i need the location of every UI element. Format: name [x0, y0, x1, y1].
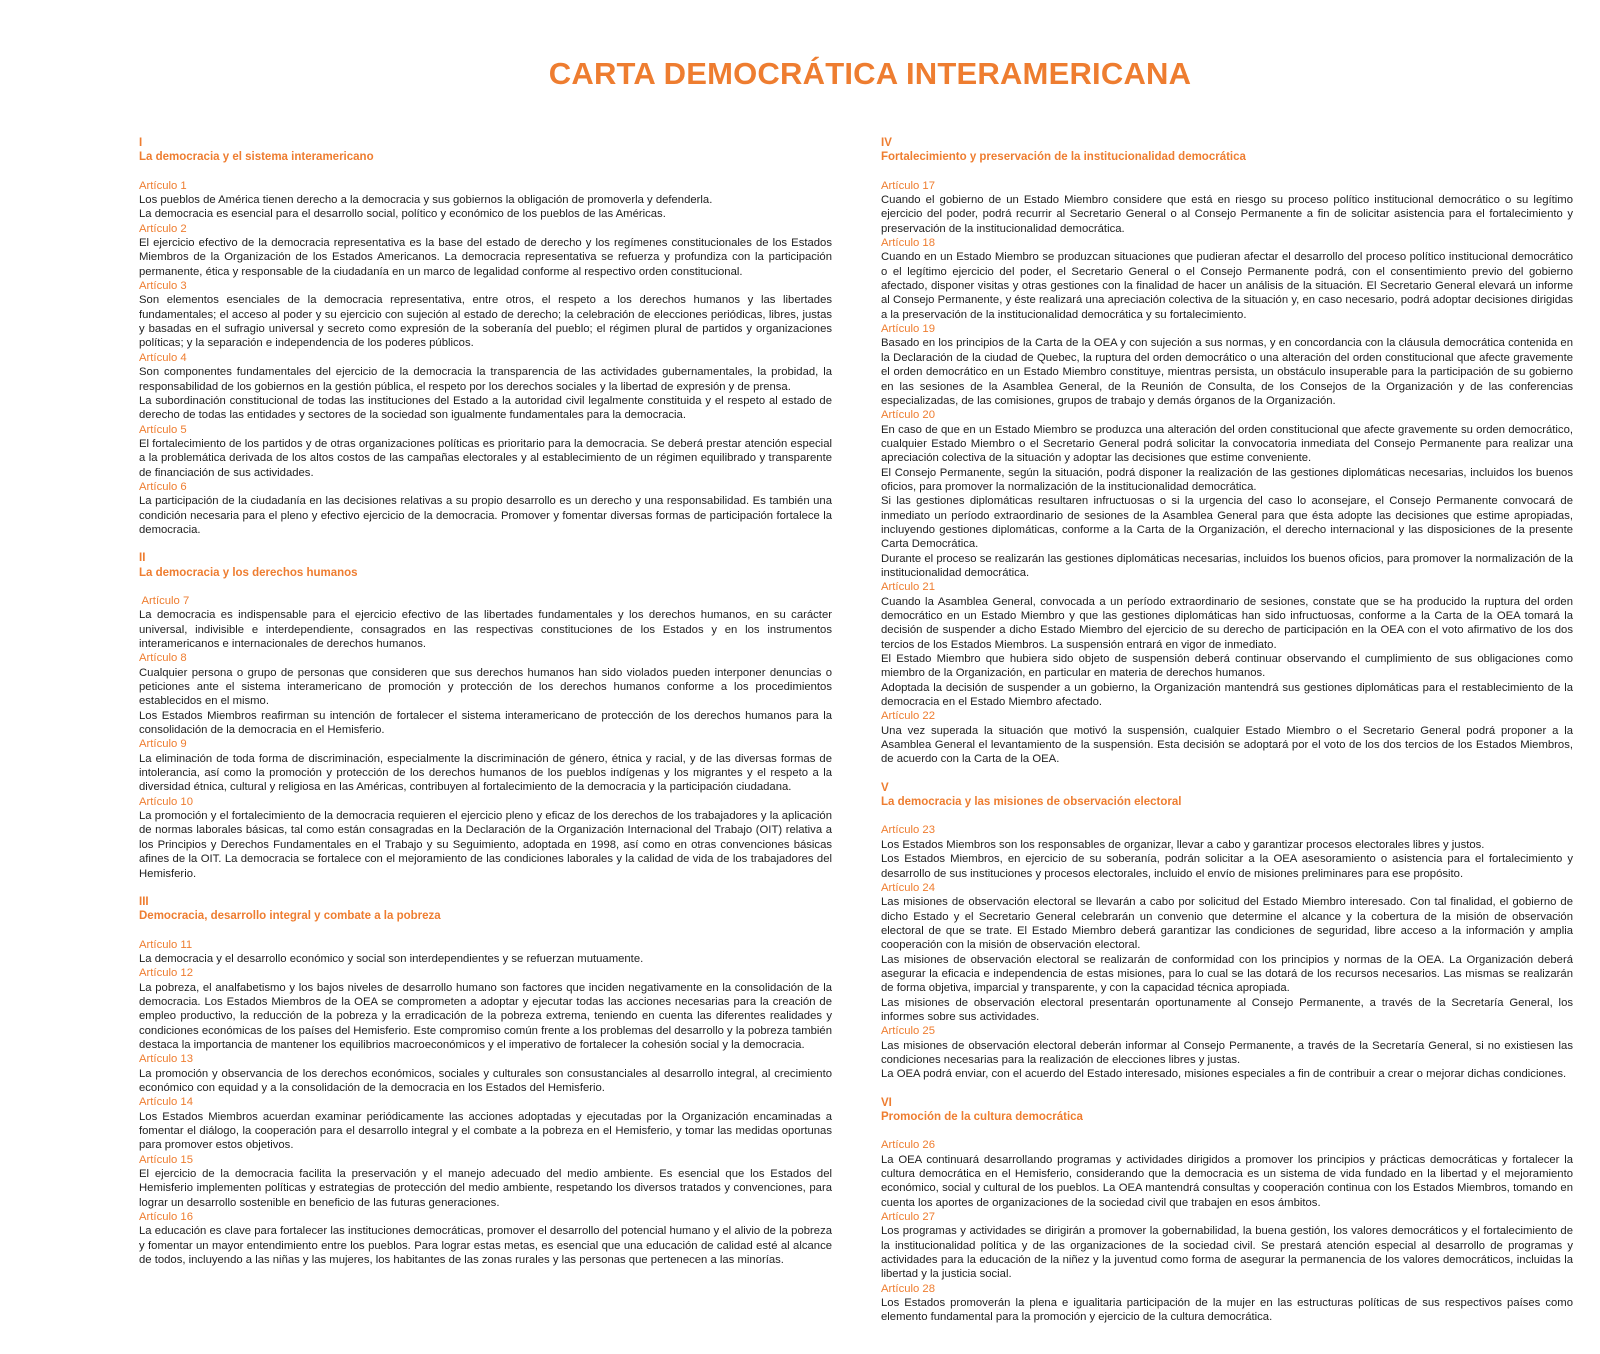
chapter-section — [139, 551, 832, 881]
article-paragraph: Una vez superada la situación que motivó la suspensión, cualquier Estado Miembro o el Secretario General podrá proponer a la Asamblea General el levantamiento de la suspensión. Esta decisión se adoptará por el voto de los dos tercios de los Estados Miembros, de acuerdo con la Carta de la OEA. — [881, 724, 1573, 766]
article — [139, 222, 832, 279]
article — [139, 651, 832, 737]
article-paragraph: La democracia es esencial para el desarrollo social, político y económico de los pueblos de las Américas. — [139, 208, 666, 221]
article — [881, 881, 1573, 1024]
article-label: Artículo 1 — [139, 179, 187, 192]
article — [139, 423, 832, 480]
article-paragraph: Si las gestiones diplomáticas resultaren infructuosas o si la urgencia del caso lo aconsejare, el Consejo Permanente convocará de inmediato un período extraordinario de sesiones de la Asamblea General para que ésta adopte las decisiones que estime apropiadas, incluyendo gestiones diplomáticas, conforme a la Carta de la Organización, el derecho internacional y las disposiciones de la presente Carta Democrática. — [881, 495, 1573, 551]
article-paragraph: La OEA podrá enviar, con el acuerdo del Estado interesado, misiones especiales a fin de contribuir a crear o mejorar dichas condiciones. — [881, 1068, 1567, 1081]
article-label: Artículo 9 — [139, 738, 187, 751]
article — [881, 1024, 1573, 1081]
article-label: Artículo 26 — [881, 1139, 936, 1152]
article — [139, 938, 832, 967]
article-paragraph: El ejercicio de la democracia facilita la preservación y el manejo adecuado del medio ambiente. Es esencial que los Estados del Hemisferio implementen políticas y estrategias de protección del medio ambiente, respetando los diversos tratados y convenciones, para lograr un desarrollo sostenible en beneficio de las futuras generaciones. — [139, 1168, 832, 1209]
article-paragraph: Cuando en un Estado Miembro se produzcan situaciones que pudieran afectar el desarrollo del proceso político institucional democrático o el legítimo ejercicio del poder, el Secretario General o el Consejo Permanente podrá, con el consentimiento previo del gobierno afectado, disponer visitas y otras gestiones con la finalidad de hacer un análisis de la situación. El Secretario General elevará un informe al Consejo Permanente, y éste realizará una apreciación colectiva de la situación y, en caso necesario, podrá adoptar decisiones dirigidas a la preservación de la institucionalidad democrática y su fortalecimiento. — [881, 251, 1573, 321]
article — [139, 1210, 832, 1267]
article — [881, 408, 1573, 580]
article-label: Artículo 14 — [139, 1096, 194, 1109]
article-paragraph: Los Estados Miembros son los responsables de organizar, llevar a cabo y garantizar procesos electorales libres y justos. — [881, 838, 1485, 851]
article — [881, 1210, 1573, 1282]
chapter-section — [881, 781, 1573, 1082]
article — [139, 1153, 832, 1210]
chapter-number: I — [139, 137, 143, 149]
chapter-number: VI — [881, 1096, 892, 1109]
article-paragraph: La eliminación de toda forma de discriminación, especialmente la discriminación de género, étnica y racial, y de las diversas formas de intolerancia, así como la promoción y protección de los derechos humanos de los pueblos indígenas y los migrantes y el respeto a la diversidad étnica, cultural y religiosa en las Américas, contribuyen al fortalecimiento de la democracia y la participación ciudadana. — [139, 752, 832, 794]
chapter-section — [139, 136, 832, 537]
article — [139, 966, 832, 1052]
article-paragraph: Los Estados Miembros, en ejercicio de su soberanía, podrán solicitar a la OEA asesoramiento o asistencia para el fortalecimiento y desarrollo de sus instituciones y procesos electorales, incluido el envío de misiones preliminares para ese propósito. — [881, 853, 1573, 880]
article-paragraph: La OEA continuará desarrollando programas y actividades dirigidos a promover los principios y prácticas democráticas y fortalecer la cultura democrática en el Hemisferio, considerando que la democracia es un sistema de vida fundado en la libertad y el mejoramiento económico, social y cultural de los pueblos. La OEA mantendrá consultas y cooperación continua con los Estados Miembros, tomando en cuenta los aportes de organizaciones de la sociedad civil que trabajen en esos ámbitos. — [881, 1153, 1573, 1209]
article-paragraph: Los Estados Miembros acuerdan examinar periódicamente las acciones adoptadas y ejecutadas por la Organización encaminadas a fomentar el diálogo, la cooperación para el desarrollo integral y el combate a la pobreza en el Hemisferio, y tomar las medidas oportunas para promover estos objetivos. — [139, 1110, 832, 1152]
article — [881, 1282, 1573, 1325]
article-paragraph: Las misiones de observación electoral deberán informar al Consejo Permanente, a través de la Secretaría General, si no existiesen las condiciones necesarias para la realización de elecciones libres y justas. — [881, 1039, 1573, 1066]
article-label: Artículo 5 — [139, 423, 187, 436]
article-paragraph: El fortalecimiento de los partidos y de otras organizaciones políticas es prioritario para la democracia. Se deberá prestar atención especial a la problemática derivada de los altos costos de las campañas electorales y al establecimiento de un régimen equilibrado y transparente de financiación de sus actividades. — [139, 437, 832, 479]
chapter-section — [139, 895, 832, 1268]
article-label: Artículo 23 — [881, 824, 936, 837]
chapter-section — [881, 136, 1573, 767]
article-label: Artículo 4 — [139, 351, 187, 364]
article — [881, 823, 1573, 880]
article-label: Artículo 18 — [881, 237, 936, 250]
article-paragraph: Basado en los principios de la Carta de la OEA y con sujeción a sus normas, y en concordancia con la cláusula democrática contenida en la Declaración de la ciudad de Quebec, la ruptura del orden democrático o una alteración del orden constitucional que afecte gravemente el orden democrático en un Estado Miembro constituye, mientras persista, un obstáculo insuperable para la participación de su gobierno en las sesiones de la Asamblea General, de la Reunión de Consulta, de los Consejos de la Organización y de las conferencias especializadas, de las comisiones, grupos de trabajo y demás órganos de la Organización. — [881, 337, 1573, 407]
article-paragraph: Las misiones de observación electoral se llevarán a cabo por solicitud del Estado Miembro interesado. Con tal finalidad, el gobierno de dicho Estado y el Secretario General celebrarán un convenio que determine el alcance y la cobertura de la misión de observación electoral de que se trate. El Estado Miembro deberá garantizar las condiciones de seguridad, libre acceso a la información y amplia cooperación con la misión de observación electoral. — [881, 896, 1573, 952]
article-paragraph: La pobreza, el analfabetismo y los bajos niveles de desarrollo humano son factores que inciden negativamente en la consolidación de la democracia. Los Estados Miembros de la OEA se comprometen a adoptar y ejecutar todas las acciones necesarias para la creación de empleo productivo, la reducción de la pobreza y la erradicación de la pobreza extrema, teniendo en cuenta las diferentes realidades y condiciones económicas de los países del Hemisferio. Este compromiso común frente a los problemas del desarrollo y la pobreza también destaca la importancia de mantener los equilibrios macroeconómicos y el imperativo de fortalecer la cohesión social y la democracia. — [139, 981, 832, 1051]
article-paragraph: La democracia es indispensable para el ejercicio efectivo de las libertades fundamentales y los derechos humanos, en su carácter universal, indivisible e interdependiente, consagrados en las respectivas constituciones de los Estados y en los instrumentos interamericanos e internacionales de derechos humanos. — [139, 609, 832, 650]
article-label: Artículo 11 — [139, 938, 193, 951]
page-title: CARTA DEMOCRÁTICA INTERAMERICANA — [548, 56, 1192, 91]
article — [139, 351, 832, 423]
article-paragraph: La promoción y observancia de los derechos económicos, sociales y culturales son consustanciales al desarrollo integral, al crecimiento económico con equidad y a la consolidación de la democracia en los Estados del Hemisferio. — [139, 1067, 832, 1094]
article-label: Artículo 20 — [881, 409, 936, 422]
article-label: Artículo 27 — [881, 1211, 936, 1224]
chapter-number: IV — [881, 137, 892, 149]
article — [881, 179, 1573, 236]
article-paragraph: Los Estados promoverán la plena e igualitaria participación de la mujer en las estructuras políticas de sus respectivos países como elemento fundamental para la promoción y ejercicio de la cultura democrática. — [881, 1297, 1573, 1324]
article — [139, 795, 832, 881]
article-paragraph: Son elementos esenciales de la democracia representativa, entre otros, el respeto a los derechos humanos y las libertades fundamentales; el acceso al poder y su ejercicio con sujeción al estado de derecho; la celebración de elecciones periódicas, libres, justas y basadas en el sufragio universal y secreto como expresión de la soberanía del pueblo; el régimen plural de partidos y organizaciones políticas; y la separación e independencia de los poderes públicos. — [139, 294, 832, 350]
article-label: Artículo 17 — [881, 179, 936, 192]
chapter-section — [881, 1096, 1573, 1325]
article — [139, 279, 832, 351]
article-label: Artículo 8 — [139, 652, 187, 665]
article-paragraph: Cualquier persona o grupo de personas que consideren que sus derechos humanos han sido violados pueden interponer denuncias o peticiones ante el sistema interamericano de promoción y protección de los derechos humanos conforme a los procedimientos establecidos en el mismo. — [139, 666, 832, 708]
article — [139, 594, 832, 651]
article-paragraph: La promoción y el fortalecimiento de la democracia requieren el ejercicio pleno y eficaz de los derechos de los trabajadores y la aplicación de normas laborales básicas, tal como están consagradas en la Declaración de la Organización Internacional del Trabajo (OIT) relativa a los Principios y Derechos Fundamentales en el Trabajo y su Seguimiento, adoptada en 1998, así como en otras convenciones básicas afines de la OIT. La democracia se fortalece con el mejoramiento de las condiciones laborales y la calidad de vida de los trabajadores del Hemisferio. — [139, 810, 832, 880]
article-label: Artículo 21 — [881, 581, 936, 594]
article-label: Artículo 12 — [139, 967, 194, 980]
chapter-title: Fortalecimiento y preservación de la institucionalidad democrática — [881, 151, 1246, 164]
article-paragraph: La participación de la ciudadanía en las decisiones relativas a su propio desarrollo es un derecho y una responsabilidad. Es también una condición necesaria para el pleno y efectivo ejercicio de la democracia. Promover y fomentar diversas formas de participación fortalece la democracia. — [139, 495, 832, 536]
article — [881, 236, 1573, 322]
article-paragraph: Son componentes fundamentales del ejercicio de la democracia la transparencia de las actividades gubernamentales, la probidad, la responsabilidad de los gobiernos en la gestión pública, el respeto por los derechos sociales y la libertad de expresión y de prensa. — [139, 366, 832, 393]
article — [881, 580, 1573, 709]
article-paragraph: Las misiones de observación electoral presentarán oportunamente al Consejo Permanente, a través de la Secretaría General, los informes sobre sus actividades. — [881, 996, 1573, 1023]
article-label: Artículo 3 — [139, 280, 187, 293]
article — [139, 1095, 832, 1152]
article-label: Artículo 19 — [881, 323, 936, 336]
article — [139, 179, 832, 222]
article-label: Artículo 28 — [881, 1282, 936, 1295]
article-paragraph: Las misiones de observación electoral se realizarán de conformidad con los principios y normas de la OEA. La Organización deberá asegurar la eficacia e independencia de estas misiones, para lo cual se las dotará de los recursos necesarios. Las mismas se realizarán de forma objetiva, imparcial y transparente, y con la capacidad técnica apropiada. — [881, 953, 1573, 995]
article-paragraph: Los programas y actividades se dirigirán a promover la gobernabilidad, la buena gestión, los valores democráticos y el fortalecimiento de la institucionalidad política y de las organizaciones de la sociedad civil. Se prestará atención especial al desarrollo de programas y actividades para la educación de la niñez y la juventud como forma de asegurar la permanencia de los valores democráticos, incluidas la libertad y la justicia social. — [881, 1225, 1573, 1281]
chapter-title: La democracia y los derechos humanos — [139, 566, 358, 579]
chapter-number: II — [139, 552, 146, 565]
chapter-title: La democracia y las misiones de observación electoral — [881, 796, 1182, 809]
chapter-title: Promoción de la cultura democrática — [881, 1111, 1083, 1123]
article-paragraph: El ejercicio efectivo de la democracia representativa es la base del estado de derecho y los regímenes constitucionales de los Estados Miembros de la Organización de los Estados Americanos. La democracia representativa se refuerza y profundiza con la participación permanente, ética y responsable de la ciudadanía en un marco de legalidad conforme al respectivo orden constitucional. — [139, 237, 832, 278]
article — [881, 1138, 1573, 1210]
left-column — [139, 136, 832, 1281]
article-label: Artículo 7 — [139, 594, 190, 607]
article-paragraph: Adoptada la decisión de suspender a un gobierno, la Organización mantendrá sus gestiones diplomáticas para el restablecimiento de la democracia en el Estado Miembro afectado. — [881, 681, 1573, 709]
article-paragraph: El Estado Miembro que hubiera sido objeto de suspensión deberá continuar observando el cumplimiento de sus obligaciones como miembro de la Organización, en particular en materia de derechos humanos. — [881, 653, 1573, 680]
article-label: Artículo 16 — [139, 1211, 194, 1224]
article-paragraph: Cuando el gobierno de un Estado Miembro considere que está en riesgo su proceso político institucional democrático o su legítimo ejercicio del poder, podrá recurrir al Secretario General o al Consejo Permanente a fin de solicitar asistencia para el fortalecimiento y preservación de la institucionalidad democrática. — [881, 194, 1573, 235]
chapter-number: V — [881, 781, 889, 794]
article-label: Artículo 13 — [139, 1053, 194, 1066]
article-paragraph: Los Estados Miembros reafirman su intención de fortalecer el sistema interamericano de protección de los derechos humanos para la consolidación de la democracia en el Hemisferio. — [139, 709, 832, 737]
article-paragraph: El Consejo Permanente, según la situación, podrá disponer la realización de las gestiones diplomáticas necesarias, incluidos los buenos oficios, para promover la normalización de la institucionalidad democrática. — [881, 466, 1573, 493]
article — [881, 709, 1573, 766]
article-paragraph: La educación es clave para fortalecer las instituciones democráticas, promover el desarrollo del potencial humano y el alivio de la pobreza y fomentar un mayor entendimiento entre los pueblos. Para lograr estas metas, es esencial que una educación de calidad esté al alcance de todos, incluyendo a las niñas y las mujeres, los habitantes de las zonas rurales y las personas que pertenecen a las minorías. — [139, 1225, 832, 1267]
chapter-number: III — [139, 895, 149, 908]
article-label: Artículo 15 — [139, 1153, 194, 1166]
article-label: Artículo 2 — [139, 222, 187, 235]
article-label: Artículo 22 — [881, 710, 936, 723]
right-column — [881, 136, 1573, 1339]
article-paragraph: En caso de que en un Estado Miembro se produzca una alteración del orden constitucional que afecte gravemente su orden democrático, cualquier Estado Miembro o el Secretario General podrá solicitar la convocatoria inmediata del Consejo Permanente para realizar una apreciación colectiva de la situación y adoptar las decisiones que estime conveniente. — [881, 423, 1573, 465]
article-label: Artículo 25 — [881, 1025, 936, 1038]
article-label: Artículo 24 — [881, 881, 936, 894]
article-label: Artículo 6 — [139, 480, 187, 493]
article-paragraph: La democracia y el desarrollo económico y social son interdependientes y se refuerzan mutuamente. — [139, 952, 644, 965]
article — [139, 737, 832, 794]
article-paragraph: La subordinación constitucional de todas las instituciones del Estado a la autoridad civil legalmente constituida y el respeto al estado de derecho de todas las entidades y sectores de la sociedad son igualmente fundamentales para la democracia. — [139, 394, 832, 422]
article-paragraph: Cuando la Asamblea General, convocada a un período extraordinario de sesiones, constate que se ha producido la ruptura del orden democrático en un Estado Miembro y que las gestiones diplomáticas han sido infructuosas, conforme a la Carta de la OEA tomará la decisión de suspender a dicho Estado Miembro del ejercicio de su derecho de participación en la OEA con el voto afirmativo de los dos tercios de los Estados Miembros. La suspensión entrará en vigor de inmediato. — [881, 595, 1573, 651]
article-label: Artículo 10 — [139, 795, 194, 808]
chapter-title: Democracia, desarrollo integral y combate a la pobreza — [139, 910, 441, 923]
article — [139, 1052, 832, 1095]
article — [881, 322, 1573, 408]
article-paragraph: Los pueblos de América tienen derecho a la democracia y sus gobiernos la obligación de promoverla y defenderla. — [139, 194, 713, 207]
chapter-title: La democracia y el sistema interamericano — [139, 151, 374, 164]
article-paragraph: Durante el proceso se realizarán las gestiones diplomáticas necesarias, incluidos los buenos oficios, para promover la normalización de la institucionalidad democrática. — [881, 552, 1573, 579]
article — [139, 480, 832, 537]
